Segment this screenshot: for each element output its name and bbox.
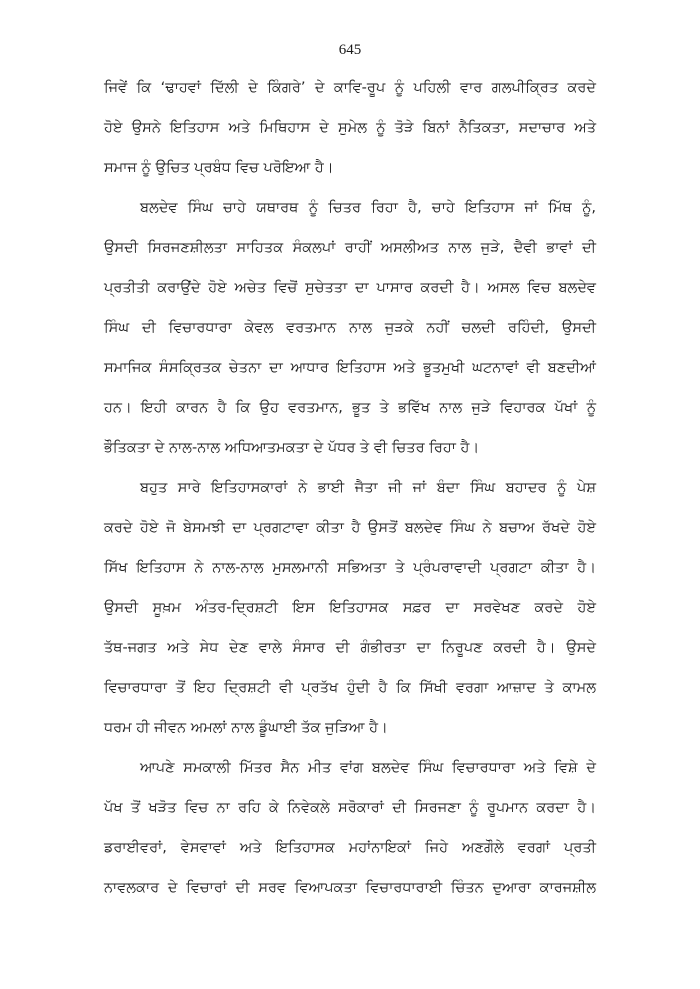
text-line: ਧਰਮ ਹੀ ਜੀਵਨ ਅਮਲਾਂ ਨਾਲ ਡੂੰਘਾਈ ਤੱਕ ਜੁੜਿਆ ਹੈ।	[104, 720, 388, 736]
paragraph-start-line: ਬਲਦੇਵ ਸਿੰਘ ਚਾਹੇ ਯਥਾਰਥ ਨੂੰ ਚਿਤਰ ਰਿਹਾ ਹੈ, ਚਾਹੇ ਇਤਿਹਾਸ ਜਾਂ ਮਿੱਥ ਨੂੰ,	[140, 200, 596, 216]
text-line: ਹੋਏ ਉਸਨੇ ਇਤਿਹਾਸ ਅਤੇ ਮਿਥਿਹਾਸ ਦੇ ਸੁਮੇਲ ਨੂੰ ਤੋੜੇ ਬਿਨਾਂ ਨੈਤਿਕਤਾ, ਸਦਾਚਾਰ ਅਤੇ	[104, 120, 596, 136]
paragraph-start-line: ਆਪਣੇ ਸਮਕਾਲੀ ਮਿੱਤਰ ਸੈਨ ਮੀਤ ਵਾਂਗ ਬਲਦੇਵ ਸਿੰਘ ਵਿਚਾਰਧਾਰਾ ਅਤੇ ਵਿਸ਼ੇ ਦੇ	[140, 760, 596, 776]
text-line: ਵਿਚਾਰਧਾਰਾ ਤੋਂ ਇਹ ਦ੍ਰਿਸ਼ਟੀ ਵੀ ਪ੍ਰਤੱਖ ਹੁੰਦੀ ਹੈ ਕਿ ਸਿੱਖੀ ਵਰਗਾ ਆਜ਼ਾਦ ਤੇ ਕਾਮਲ	[104, 680, 596, 696]
body-text	[104, 74, 596, 914]
text-line: ਕਰਦੇ ਹੋਏ ਜੋ ਬੇਸਮਝੀ ਦਾ ਪ੍ਰਗਟਾਵਾ ਕੀਤਾ ਹੈ ਉਸਤੋਂ ਬਲਦੇਵ ਸਿੰਘ ਨੇ ਬਚਾਅ ਰੱਖਦੇ ਹੋਏ	[104, 520, 596, 536]
page-number: 645	[338, 42, 362, 58]
text-line: ਸਿੰਘ ਦੀ ਵਿਚਾਰਧਾਰਾ ਕੇਵਲ ਵਰਤਮਾਨ ਨਾਲ ਜੁੜਕੇ ਨਹੀਂ ਚਲਦੀ ਰਹਿੰਦੀ, ਉਸਦੀ	[104, 320, 596, 336]
text-line: ਪੱਖ ਤੋਂ ਖੜੋਤ ਵਿਚ ਨਾ ਰਹਿ ਕੇ ਨਿਵੇਕਲੇ ਸਰੋਕਾਰਾਂ ਦੀ ਸਿਰਜਣਾ ਨੂੰ ਰੂਪਮਾਨ ਕਰਦਾ ਹੈ।	[104, 800, 596, 816]
text-line: ਸਮਾਜਿਕ ਸੰਸਕ੍ਰਿਤਕ ਚੇਤਨਾ ਦਾ ਆਧਾਰ ਇਤਿਹਾਸ ਅਤੇ ਭੂਤਮੁਖੀ ਘਟਨਾਵਾਂ ਵੀ ਬਣਦੀਆਂ	[104, 360, 596, 376]
text-line: ਭੌਤਿਕਤਾ ਦੇ ਨਾਲ-ਨਾਲ ਅਧਿਆਤਮਕਤਾ ਦੇ ਪੱਧਰ ਤੇ ਵੀ ਚਿਤਰ ਰਿਹਾ ਹੈ।	[104, 440, 480, 456]
text-line: ਹਨ। ਇਹੀ ਕਾਰਨ ਹੈ ਕਿ ਉਹ ਵਰਤਮਾਨ, ਭੂਤ ਤੇ ਭਵਿੱਖ ਨਾਲ ਜੁੜੇ ਵਿਹਾਰਕ ਪੱਖਾਂ ਨੂੰ	[104, 400, 596, 416]
text-line: ਜਿਵੇਂ ਕਿ ‘ਢਾਹਵਾਂ ਦਿੱਲੀ ਦੇ ਕਿੰਗਰੇ’ ਦੇ ਕਾਵਿ-ਰੂਪ ਨੂੰ ਪਹਿਲੀ ਵਾਰ ਗਲਪੀਕ੍ਰਿਤ ਕਰਦੇ	[104, 80, 596, 96]
text-line: ਤੱਥ-ਜਗਤ ਅਤੇ ਸੇਧ ਦੇਣ ਵਾਲੇ ਸੰਸਾਰ ਦੀ ਗੰਭੀਰਤਾ ਦਾ ਨਿਰੂਪਣ ਕਰਦੀ ਹੈ। ਉਸਦੇ	[104, 640, 596, 656]
paragraph-start-line: ਬਹੁਤ ਸਾਰੇ ਇਤਿਹਾਸਕਾਰਾਂ ਨੇ ਭਾਈ ਜੈਤਾ ਜੀ ਜਾਂ ਬੰਦਾ ਸਿੰਘ ਬਹਾਦਰ ਨੂੰ ਪੇਸ਼	[140, 480, 596, 496]
text-line: ਉਸਦੀ ਸਿਰਜਣਸ਼ੀਲਤਾ ਸਾਹਿਤਕ ਸੰਕਲਪਾਂ ਰਾਹੀਂ ਅਸਲੀਅਤ ਨਾਲ ਜੁੜੇ, ਦੈਵੀ ਭਾਵਾਂ ਦੀ	[104, 240, 596, 256]
text-line: ਸਿੱਖ ਇਤਿਹਾਸ ਨੇ ਨਾਲ-ਨਾਲ ਮੁਸਲਮਾਨੀ ਸਭਿਅਤਾ ਤੇ ਪ੍ਰੰਪਰਾਵਾਦੀ ਪ੍ਰਗਟਾ ਕੀਤਾ ਹੈ।	[104, 560, 596, 576]
text-line: ਸਮਾਜ ਨੂੰ ਉਚਿਤ ਪ੍ਰਬੰਧ ਵਿਚ ਪਰੋਇਆ ਹੈ।	[104, 160, 334, 176]
text-line: ਡਰਾਈਵਰਾਂ, ਵੇਸਵਾਵਾਂ ਅਤੇ ਇਤਿਹਾਸਕ ਮਹਾਂਨਾਇਕਾਂ ਜਿਹੇ ਅਣਗੌਲੇ ਵਰਗਾਂ ਪ੍ਰਤੀ	[104, 840, 596, 856]
text-line: ਉਸਦੀ ਸੂਖ਼ਮ ਅੰਤਰ-ਦ੍ਰਿਸ਼ਟੀ ਇਸ ਇਤਿਹਾਸਕ ਸਫ਼ਰ ਦਾ ਸਰਵੇਖਣ ਕਰਦੇ ਹੋਏ	[104, 600, 596, 616]
text-line: ਨਾਵਲਕਾਰ ਦੇ ਵਿਚਾਰਾਂ ਦੀ ਸਰਵ ਵਿਆਪਕਤਾ ਵਿਚਾਰਧਾਰਾਈ ਚਿੰਤਨ ਦੁਆਰਾ ਕਾਰਜਸ਼ੀਲ	[104, 880, 596, 896]
text-line: ਪ੍ਰਤੀਤੀ ਕਰਾਉਂਦੇ ਹੋਏ ਅਚੇਤ ਵਿਚੋਂ ਸੁਚੇਤਤਾ ਦਾ ਪਾਸਾਰ ਕਰਦੀ ਹੈ। ਅਸਲ ਵਿਚ ਬਲਦੇਵ	[104, 280, 596, 296]
